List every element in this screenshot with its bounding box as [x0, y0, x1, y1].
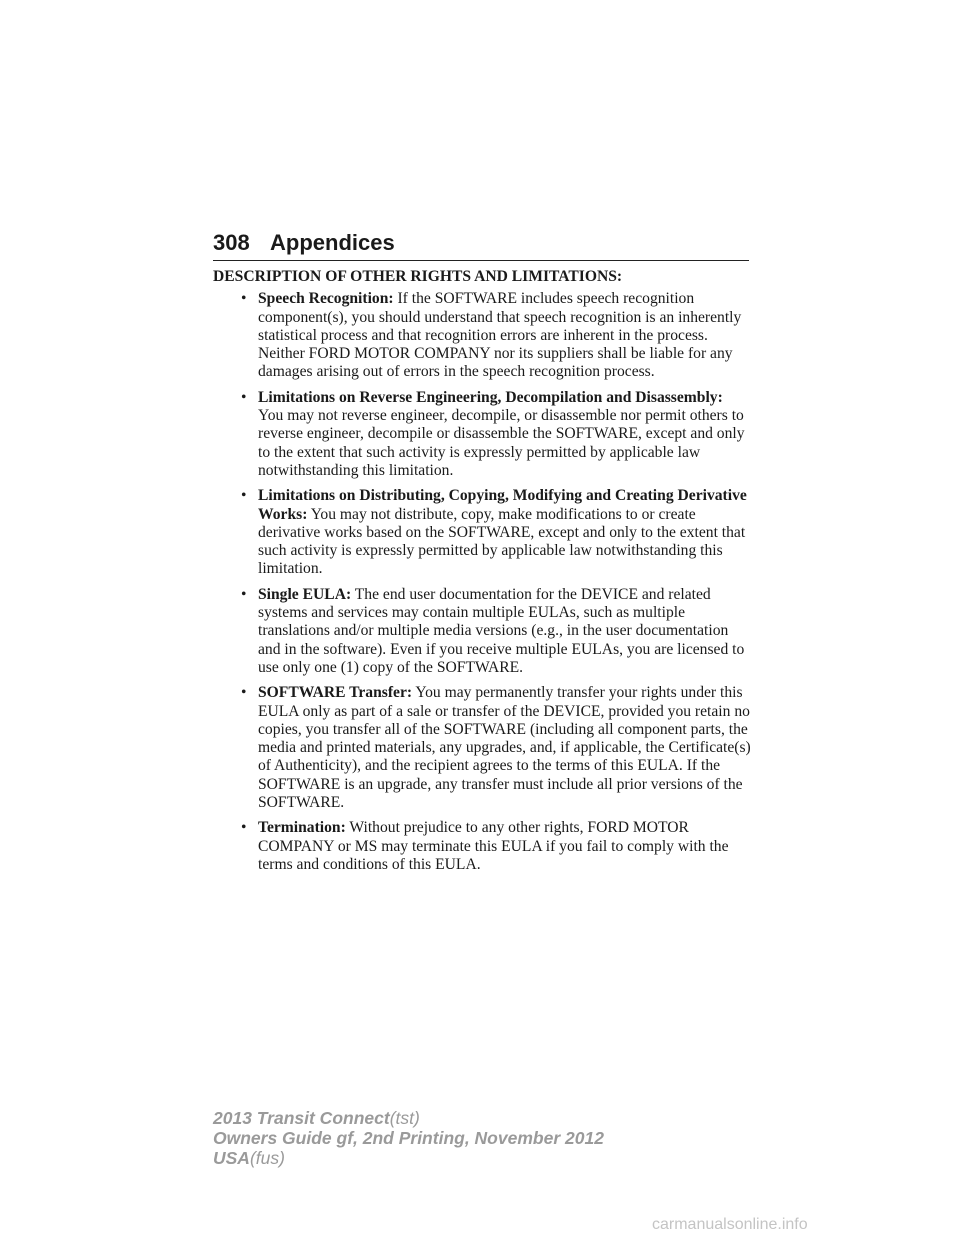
footer-guide-line: [213, 1128, 604, 1148]
bullet-icon: •: [241, 585, 247, 603]
item-text: You may not reverse engineer, decompile, or disassemble nor permit others to reverse engineer, decompile or disassemble the SOFTWARE, except and only to the extent that such activity is expressly permitted by applicable law notwithstanding this limitation.: [258, 407, 745, 479]
page-content: [213, 268, 751, 881]
list-item-termination: [241, 819, 751, 874]
item-term: Limitations on Distributing, Copying, Modifying and Creating Derivative Works:: [258, 487, 747, 523]
footer-model: 2013 Transit Connect: [213, 1108, 390, 1128]
item-term: Speech Recognition:: [258, 290, 394, 308]
footer-model-code: (tst): [389, 1108, 420, 1128]
item-term: Single EULA:: [258, 585, 352, 603]
item-term: Termination:: [258, 819, 346, 837]
item-text: Without prejudice to any other rights, FORD MOTOR COMPANY or MS may terminate this EULA if you fail to comply with the terms and conditions of this EULA.: [258, 819, 729, 873]
list-item-distributing: [241, 487, 751, 578]
section-title: Appendices: [270, 230, 395, 255]
footer-market: USA: [213, 1148, 250, 1168]
list-item-speech-recognition: [241, 290, 751, 381]
footer-guide: Owners Guide gf, 2nd Printing, November 2012: [213, 1128, 604, 1148]
item-text: The end user documentation for the DEVICE and related systems and services may contain multiple EULAs, such as multiple translations and/or multiple media versions (e.g., in the user documentation and in the software). Even if you receive multiple EULAs, you are licensed to use only one (1) copy of the SOFTWARE.: [258, 585, 745, 676]
item-term: Limitations on Reverse Engineering, Decompilation and Disassembly:: [258, 388, 723, 406]
watermark: carmanualsonline.info: [652, 1216, 808, 1233]
bullet-icon: •: [241, 819, 247, 837]
rights-list: [241, 290, 751, 874]
footer-model-line: [213, 1108, 604, 1128]
page-number: 308: [213, 230, 250, 255]
page-header: [213, 228, 749, 261]
bullet-icon: •: [241, 684, 247, 702]
bullet-icon: •: [241, 388, 247, 406]
item-text: If the SOFTWARE includes speech recognition component(s), you should understand that speech recognition is an inherently statistical process and that recognition errors are inherent in the process. Neither FORD MOTOR COMPANY nor its suppliers shall be liable for any damages arising out of errors in the speech recognition process.: [258, 290, 742, 381]
list-item-software-transfer: [241, 684, 751, 812]
list-item-reverse-engineering: [241, 389, 751, 480]
page-footer: [213, 1108, 604, 1168]
section-heading: DESCRIPTION OF OTHER RIGHTS AND LIMITATIONS:: [213, 268, 623, 285]
item-term: SOFTWARE Transfer:: [258, 684, 413, 702]
bullet-icon: •: [241, 487, 247, 505]
footer-market-line: [213, 1148, 604, 1168]
item-text: You may not distribute, copy, make modifications to or create derivative works based on the SOFTWARE, except and only to the extent that such activity is expressly permitted by applicable law notwithstanding this limitation.: [258, 505, 746, 578]
list-item-single-eula: [241, 586, 751, 677]
footer-market-code: (fus): [249, 1148, 285, 1168]
bullet-icon: •: [241, 290, 247, 308]
item-text: You may permanently transfer your rights under this EULA only as part of a sale or transfer of the DEVICE, provided you retain no copies, you transfer all of the SOFTWARE (including all component parts, the media and printed materials, any upgrades, and, if applicable, the Certificate(s) of Authenticity), and the recipient agrees to the terms of this EULA. If the SOFTWARE is an upgrade, any transfer must include all prior versions of the SOFTWARE.: [258, 684, 751, 812]
